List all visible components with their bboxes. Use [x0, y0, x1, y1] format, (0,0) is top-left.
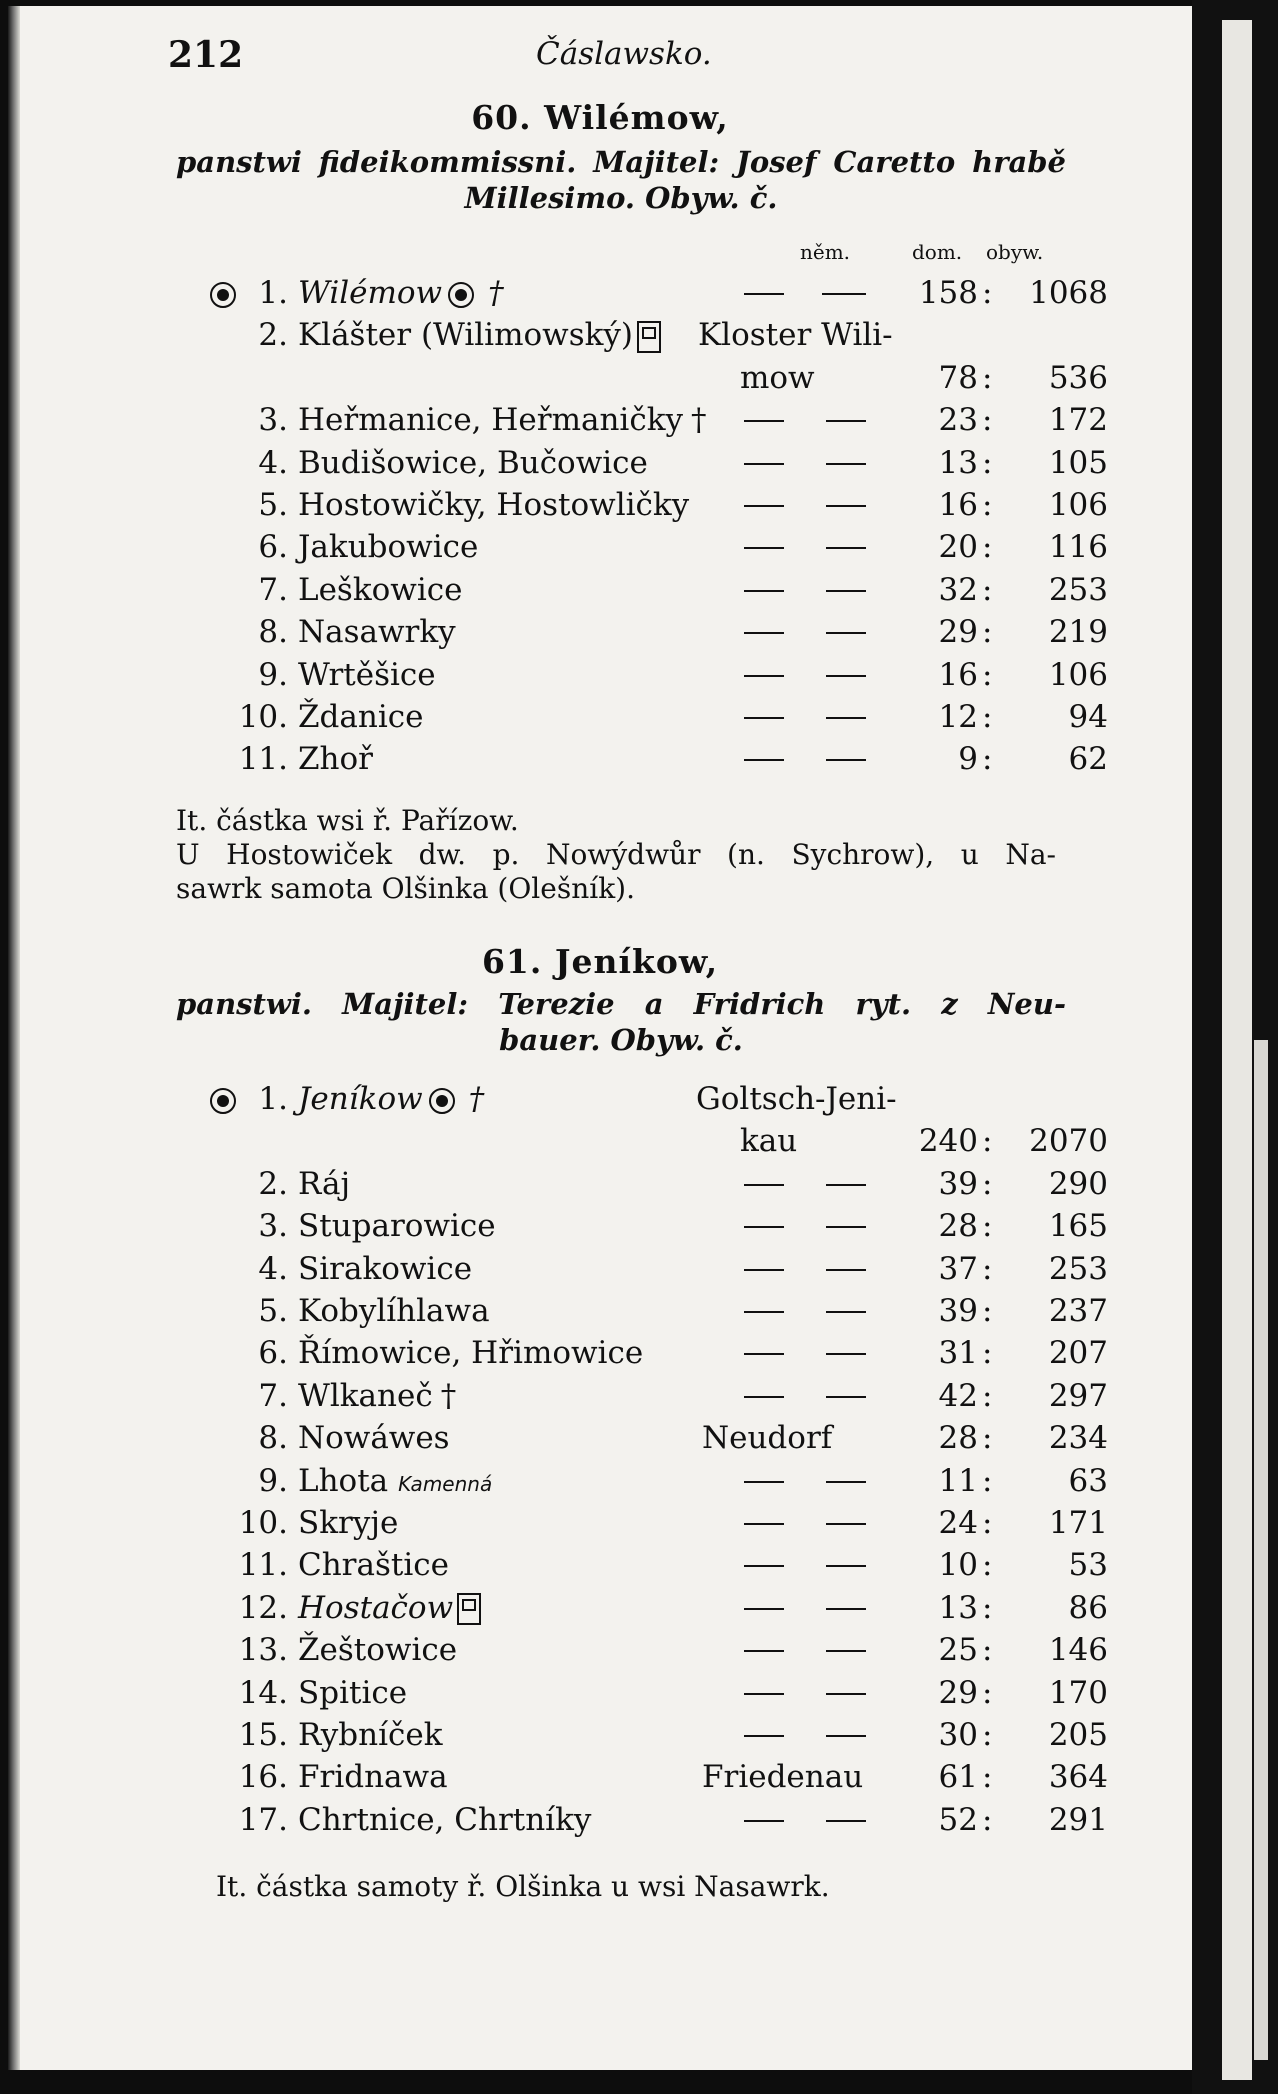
- place-name-text: Budišowice, Bučowice: [298, 444, 648, 481]
- population-count: 536: [1048, 359, 1108, 396]
- population-count: 253: [1048, 1250, 1108, 1287]
- section-61-notes: [216, 1870, 1096, 1904]
- column-head-dom: dom.: [912, 240, 963, 264]
- place-name-text: Leškowice: [298, 571, 463, 608]
- population-count: 207: [1048, 1335, 1108, 1372]
- section-61-subtitle-line2: bauer. Obyw. č.: [499, 1023, 743, 1057]
- ratio-colon: :: [982, 1589, 993, 1626]
- section-60-title: 60. Wilémow,: [471, 98, 729, 137]
- ratio-colon: :: [982, 1250, 993, 1287]
- blank-dash: [744, 1353, 784, 1355]
- place-name-text: Wilémow: [298, 275, 443, 311]
- ratio-colon: :: [982, 1632, 993, 1669]
- population-count: 146: [1048, 1632, 1108, 1669]
- place-name: [298, 1502, 398, 1544]
- blank-dash: [744, 759, 784, 761]
- blank-dash: [744, 1735, 784, 1737]
- table-row: [8, 1672, 1192, 1714]
- table-row: [8, 1078, 1192, 1120]
- table-row: [8, 399, 1192, 441]
- population-count: 219: [1048, 614, 1108, 651]
- ratio-colon: :: [982, 1165, 993, 1202]
- place-name-text: Chrtnice, Chrtníky: [298, 1801, 592, 1838]
- house-count: 25: [938, 1632, 978, 1669]
- house-count: 31: [938, 1335, 978, 1372]
- house-count: 39: [938, 1165, 978, 1202]
- place-name: [298, 1714, 443, 1756]
- blank-dash: [744, 1184, 784, 1186]
- handwritten-annotation: Kamenná: [398, 1471, 493, 1496]
- place-name-text: Žeštowice: [298, 1632, 458, 1669]
- row-number: 11.: [238, 741, 288, 778]
- row-number: 2.: [258, 1165, 288, 1202]
- place-name: [298, 611, 456, 653]
- place-name: [298, 1375, 456, 1417]
- place-name: [298, 1629, 457, 1671]
- church-cross-icon: †: [468, 1081, 485, 1117]
- ratio-colon: :: [982, 1759, 993, 1796]
- house-count: 11: [938, 1462, 978, 1499]
- place-name-text: Chraštice: [298, 1547, 449, 1584]
- place-name-text: Wlkaneč: [298, 1377, 433, 1414]
- population-count: 171: [1048, 1505, 1108, 1541]
- row-number: 8.: [258, 614, 288, 651]
- place-name-text: Hostačow: [298, 1589, 454, 1626]
- ratio-colon: :: [982, 1717, 993, 1753]
- row-number: 1.: [258, 275, 288, 311]
- ratio-colon: :: [982, 487, 993, 523]
- row-number: 10.: [238, 699, 288, 735]
- place-name-text: Kobylíhlawa: [298, 1293, 490, 1329]
- blank-dash: [744, 1820, 784, 1822]
- row-number: 2.: [258, 317, 288, 354]
- german-name: Neudorf: [702, 1420, 833, 1457]
- book-page: [8, 6, 1192, 2070]
- blank-dash: [744, 547, 784, 549]
- page-number: 212: [168, 34, 244, 76]
- place-name: [298, 1799, 591, 1841]
- place-name-text: Rybníček: [298, 1717, 443, 1753]
- place-name-text: Lhota: [298, 1462, 389, 1499]
- row-number: 5.: [258, 1293, 288, 1329]
- house-count: 158: [918, 275, 978, 311]
- table-row: [8, 1629, 1192, 1671]
- table-row: [8, 1460, 1192, 1502]
- ratio-colon: :: [982, 1123, 993, 1160]
- house-count: 9: [958, 741, 978, 778]
- place-name: [298, 696, 423, 738]
- house-count: 37: [938, 1250, 978, 1287]
- place-name-text: Ráj: [298, 1165, 351, 1202]
- table-row: [8, 1332, 1192, 1374]
- blank-dash: [744, 420, 784, 422]
- ratio-colon: :: [982, 1377, 993, 1414]
- house-count: 16: [938, 656, 978, 693]
- table-row: [8, 1714, 1192, 1756]
- house-count: 23: [938, 402, 978, 439]
- population-count: 106: [1048, 487, 1108, 523]
- house-count: 78: [938, 359, 978, 396]
- church-cross-icon: †: [488, 275, 504, 311]
- house-count: 52: [938, 1801, 978, 1838]
- row-number: 1.: [258, 1081, 288, 1117]
- castle-icon: [457, 1593, 481, 1625]
- table-row: [8, 1417, 1192, 1459]
- place-name: [298, 1163, 350, 1205]
- population-count: 297: [1048, 1377, 1108, 1414]
- column-head-nem: něm.: [800, 240, 851, 264]
- place-name-text: Klášter (Wilimowský): [298, 317, 633, 354]
- population-count: 105: [1048, 444, 1108, 481]
- row-number: 9.: [258, 656, 288, 693]
- population-count: 290: [1048, 1165, 1108, 1202]
- place-name: [298, 314, 665, 356]
- blank-dash: [822, 293, 866, 295]
- german-name: Goltsch-Jeni-: [696, 1081, 897, 1117]
- blank-dash: [744, 1693, 784, 1695]
- population-count: 237: [1048, 1293, 1108, 1329]
- ratio-colon: :: [982, 402, 993, 439]
- row-number: 14.: [238, 1674, 288, 1711]
- population-count: 291: [1048, 1801, 1108, 1838]
- population-count: 1068: [1029, 275, 1108, 311]
- place-name: [298, 1248, 472, 1290]
- table-row: [8, 1290, 1192, 1332]
- row-number: 6.: [258, 1335, 288, 1372]
- population-count: 234: [1048, 1420, 1108, 1457]
- blank-dash: [744, 1481, 784, 1483]
- house-count: 28: [938, 1208, 978, 1245]
- blank-dash: [744, 1226, 784, 1228]
- house-count: 13: [938, 444, 978, 481]
- running-head: Čáslawsko.: [536, 36, 712, 72]
- ratio-colon: :: [982, 1505, 993, 1541]
- row-number: 4.: [258, 444, 288, 481]
- table-row: [8, 1120, 1192, 1162]
- place-name: [298, 1544, 449, 1586]
- blank-dash: [744, 293, 784, 295]
- blank-dash: [744, 590, 784, 592]
- section-60-subtitle-line1: panstwi fideikommissni. Majitel: Josef Caretto hrabě: [176, 145, 1066, 179]
- place-name-text: Nowáwes: [298, 1420, 450, 1457]
- row-number: 4.: [258, 1250, 288, 1287]
- table-row: [8, 1163, 1192, 1205]
- place-name-text: Skryje: [298, 1505, 399, 1541]
- place-name-text: Ždanice: [298, 699, 424, 735]
- row-number: 3.: [258, 1208, 288, 1245]
- place-name-text: Spitice: [298, 1674, 408, 1711]
- house-count: 20: [938, 529, 978, 566]
- population-count: 106: [1048, 656, 1108, 693]
- table-row: [8, 696, 1192, 738]
- house-count: 32: [938, 571, 978, 608]
- place-name: [298, 272, 504, 314]
- blank-dash: [744, 632, 784, 634]
- population-count: 86: [1068, 1589, 1108, 1626]
- table-row: [8, 1248, 1192, 1290]
- blank-dash: [744, 463, 784, 465]
- place-name-text: Heřmanice, Heřmaničky: [298, 402, 683, 439]
- section-61-title: 61. Jeníkow,: [481, 942, 719, 981]
- ratio-colon: :: [982, 571, 993, 608]
- ratio-colon: :: [982, 656, 993, 693]
- blank-dash: [744, 675, 784, 677]
- ratio-colon: :: [982, 699, 993, 735]
- section-60-note-line2: U Hostowiček dw. p. Nowýdwůr (n. Sychrow), u Na-: [176, 838, 1056, 871]
- population-count: 62: [1068, 741, 1108, 778]
- row-number: 10.: [238, 1505, 288, 1541]
- place-name: [298, 1290, 490, 1332]
- house-count: 30: [938, 1717, 978, 1753]
- house-count: 13: [938, 1589, 978, 1626]
- ratio-colon: :: [982, 1293, 993, 1329]
- house-count: 29: [938, 1674, 978, 1711]
- place-name-text: Wrtěšice: [298, 656, 436, 693]
- section-60-note-line3: sawrk samota Olšinka (Olešník).: [176, 872, 635, 905]
- place-name: [298, 1756, 448, 1798]
- place-name: [298, 526, 478, 568]
- blank-dash: [744, 717, 784, 719]
- blank-dash: [744, 1269, 784, 1271]
- place-name: [298, 442, 648, 484]
- column-head-obyw: obyw.: [986, 240, 1044, 264]
- ratio-colon: :: [982, 1420, 993, 1457]
- german-name: Friedenau: [702, 1759, 864, 1796]
- population-count: 170: [1048, 1674, 1108, 1711]
- row-number: 8.: [258, 1420, 288, 1457]
- row-number: 11.: [238, 1547, 288, 1584]
- house-count: 12: [938, 699, 978, 735]
- blank-dash: [744, 1565, 784, 1567]
- ratio-colon: :: [982, 1462, 993, 1499]
- table-row: [8, 1587, 1192, 1629]
- blank-dash: [744, 1650, 784, 1652]
- section-61-subtitle-line1: panstwi. Majitel: Terezie a Fridrich ryt. z Neu-: [176, 987, 1066, 1021]
- table-row: [8, 654, 1192, 696]
- house-count: 240: [918, 1123, 978, 1160]
- place-name: [298, 569, 462, 611]
- population-count: 53: [1068, 1547, 1108, 1584]
- blank-dash: [744, 1396, 784, 1398]
- blank-dash: [744, 1311, 784, 1313]
- german-name-continued: kau: [740, 1123, 798, 1160]
- population-count: 165: [1048, 1208, 1108, 1245]
- place-name-text: Hostowičky, Hostowličky: [298, 487, 690, 523]
- blank-dash: [744, 505, 784, 507]
- row-number: 17.: [238, 1801, 288, 1838]
- row-number: 15.: [238, 1717, 288, 1753]
- church-cross-icon: †: [440, 1377, 457, 1414]
- house-count: 29: [938, 614, 978, 651]
- ratio-colon: :: [982, 1547, 993, 1584]
- place-name-text: Římowice, Hřimowice: [298, 1335, 644, 1372]
- table-row: [8, 1502, 1192, 1544]
- ratio-colon: :: [982, 275, 993, 311]
- place-name-text: Fridnawa: [298, 1759, 448, 1796]
- population-count: 172: [1048, 402, 1108, 439]
- table-row: [8, 526, 1192, 568]
- row-number: 7.: [258, 571, 288, 608]
- row-number: 5.: [258, 487, 288, 523]
- population-count: 364: [1048, 1759, 1108, 1796]
- row-number: 3.: [258, 402, 288, 439]
- next-page-edge: [1222, 20, 1252, 2080]
- house-count: 42: [938, 1377, 978, 1414]
- place-name: [298, 1205, 496, 1247]
- section-61-subtitle: [176, 986, 1066, 1058]
- population-count: 116: [1048, 529, 1108, 566]
- section-60-subtitle-line2: Millesimo. Obyw. č.: [464, 181, 778, 215]
- row-number: 6.: [258, 529, 288, 566]
- ratio-colon: :: [982, 1335, 993, 1372]
- place-name: [298, 399, 707, 441]
- population-count: 205: [1048, 1717, 1108, 1753]
- section-61-note-line1: It. částka samoty ř. Olšinka u wsi Nasawrk.: [216, 1870, 830, 1903]
- table-row: [8, 272, 1192, 314]
- section-60-notes: [176, 804, 1056, 906]
- place-name: [298, 1078, 484, 1120]
- ratio-colon: :: [982, 359, 993, 396]
- place-name: [298, 1587, 485, 1629]
- ratio-colon: :: [982, 1208, 993, 1245]
- castle-icon: [637, 321, 661, 353]
- parish-seat-icon: [429, 1088, 455, 1114]
- place-name-text: Sirakowice: [298, 1250, 473, 1287]
- table-row: [8, 1205, 1192, 1247]
- house-count: 28: [938, 1420, 978, 1457]
- population-count: 2070: [1029, 1123, 1108, 1160]
- row-number: 12.: [238, 1589, 288, 1626]
- ratio-colon: :: [982, 529, 993, 566]
- parish-seat-icon: [448, 282, 474, 308]
- place-name-text: Nasawrky: [298, 614, 456, 651]
- table-row: [8, 1544, 1192, 1586]
- place-name-text: Zhoř: [298, 741, 373, 778]
- blank-dash: [744, 1608, 784, 1610]
- table-row: [8, 484, 1192, 526]
- table-row: [8, 1799, 1192, 1841]
- place-name-text: Stuparowice: [298, 1208, 496, 1245]
- table-row: [8, 611, 1192, 653]
- ratio-colon: :: [982, 1674, 993, 1711]
- church-cross-icon: †: [691, 402, 707, 439]
- section-60-note-line1: It. částka wsi ř. Pařízow.: [176, 804, 519, 837]
- row-number: 9.: [258, 1462, 288, 1499]
- house-count: 61: [938, 1759, 978, 1796]
- table-row: [8, 1756, 1192, 1798]
- ratio-colon: :: [982, 1801, 993, 1838]
- population-count: 63: [1068, 1462, 1108, 1499]
- table-row: [8, 357, 1192, 399]
- table-row: [8, 314, 1192, 356]
- house-count: 39: [938, 1293, 978, 1329]
- place-name: [298, 654, 436, 696]
- row-number: 13.: [238, 1632, 288, 1669]
- place-name: [298, 738, 373, 780]
- place-name-text: Jakubowice: [298, 529, 479, 566]
- german-name-continued: mow: [740, 359, 815, 396]
- ratio-colon: :: [982, 614, 993, 651]
- ratio-colon: :: [982, 444, 993, 481]
- place-name: [298, 1460, 492, 1505]
- next-page-edge-lower: [1254, 1040, 1268, 2060]
- table-row: [8, 738, 1192, 780]
- place-name: [298, 1417, 450, 1459]
- place-name: [298, 1332, 643, 1374]
- house-count: 16: [938, 487, 978, 523]
- place-name: [298, 1672, 407, 1714]
- population-count: 253: [1048, 571, 1108, 608]
- house-count: 10: [938, 1547, 978, 1584]
- place-name: [298, 484, 689, 526]
- table-row: [8, 1375, 1192, 1417]
- table-row: [8, 442, 1192, 484]
- row-number: 7.: [258, 1377, 288, 1414]
- house-count: 24: [938, 1505, 978, 1541]
- row-number: 16.: [238, 1759, 288, 1796]
- table-row: [8, 569, 1192, 611]
- population-count: 94: [1068, 699, 1108, 735]
- german-name: Kloster Wili-: [698, 317, 893, 354]
- place-name-text: Jeníkow: [298, 1081, 423, 1117]
- ratio-colon: :: [982, 741, 993, 778]
- section-60-subtitle: [176, 144, 1066, 216]
- blank-dash: [744, 1523, 784, 1525]
